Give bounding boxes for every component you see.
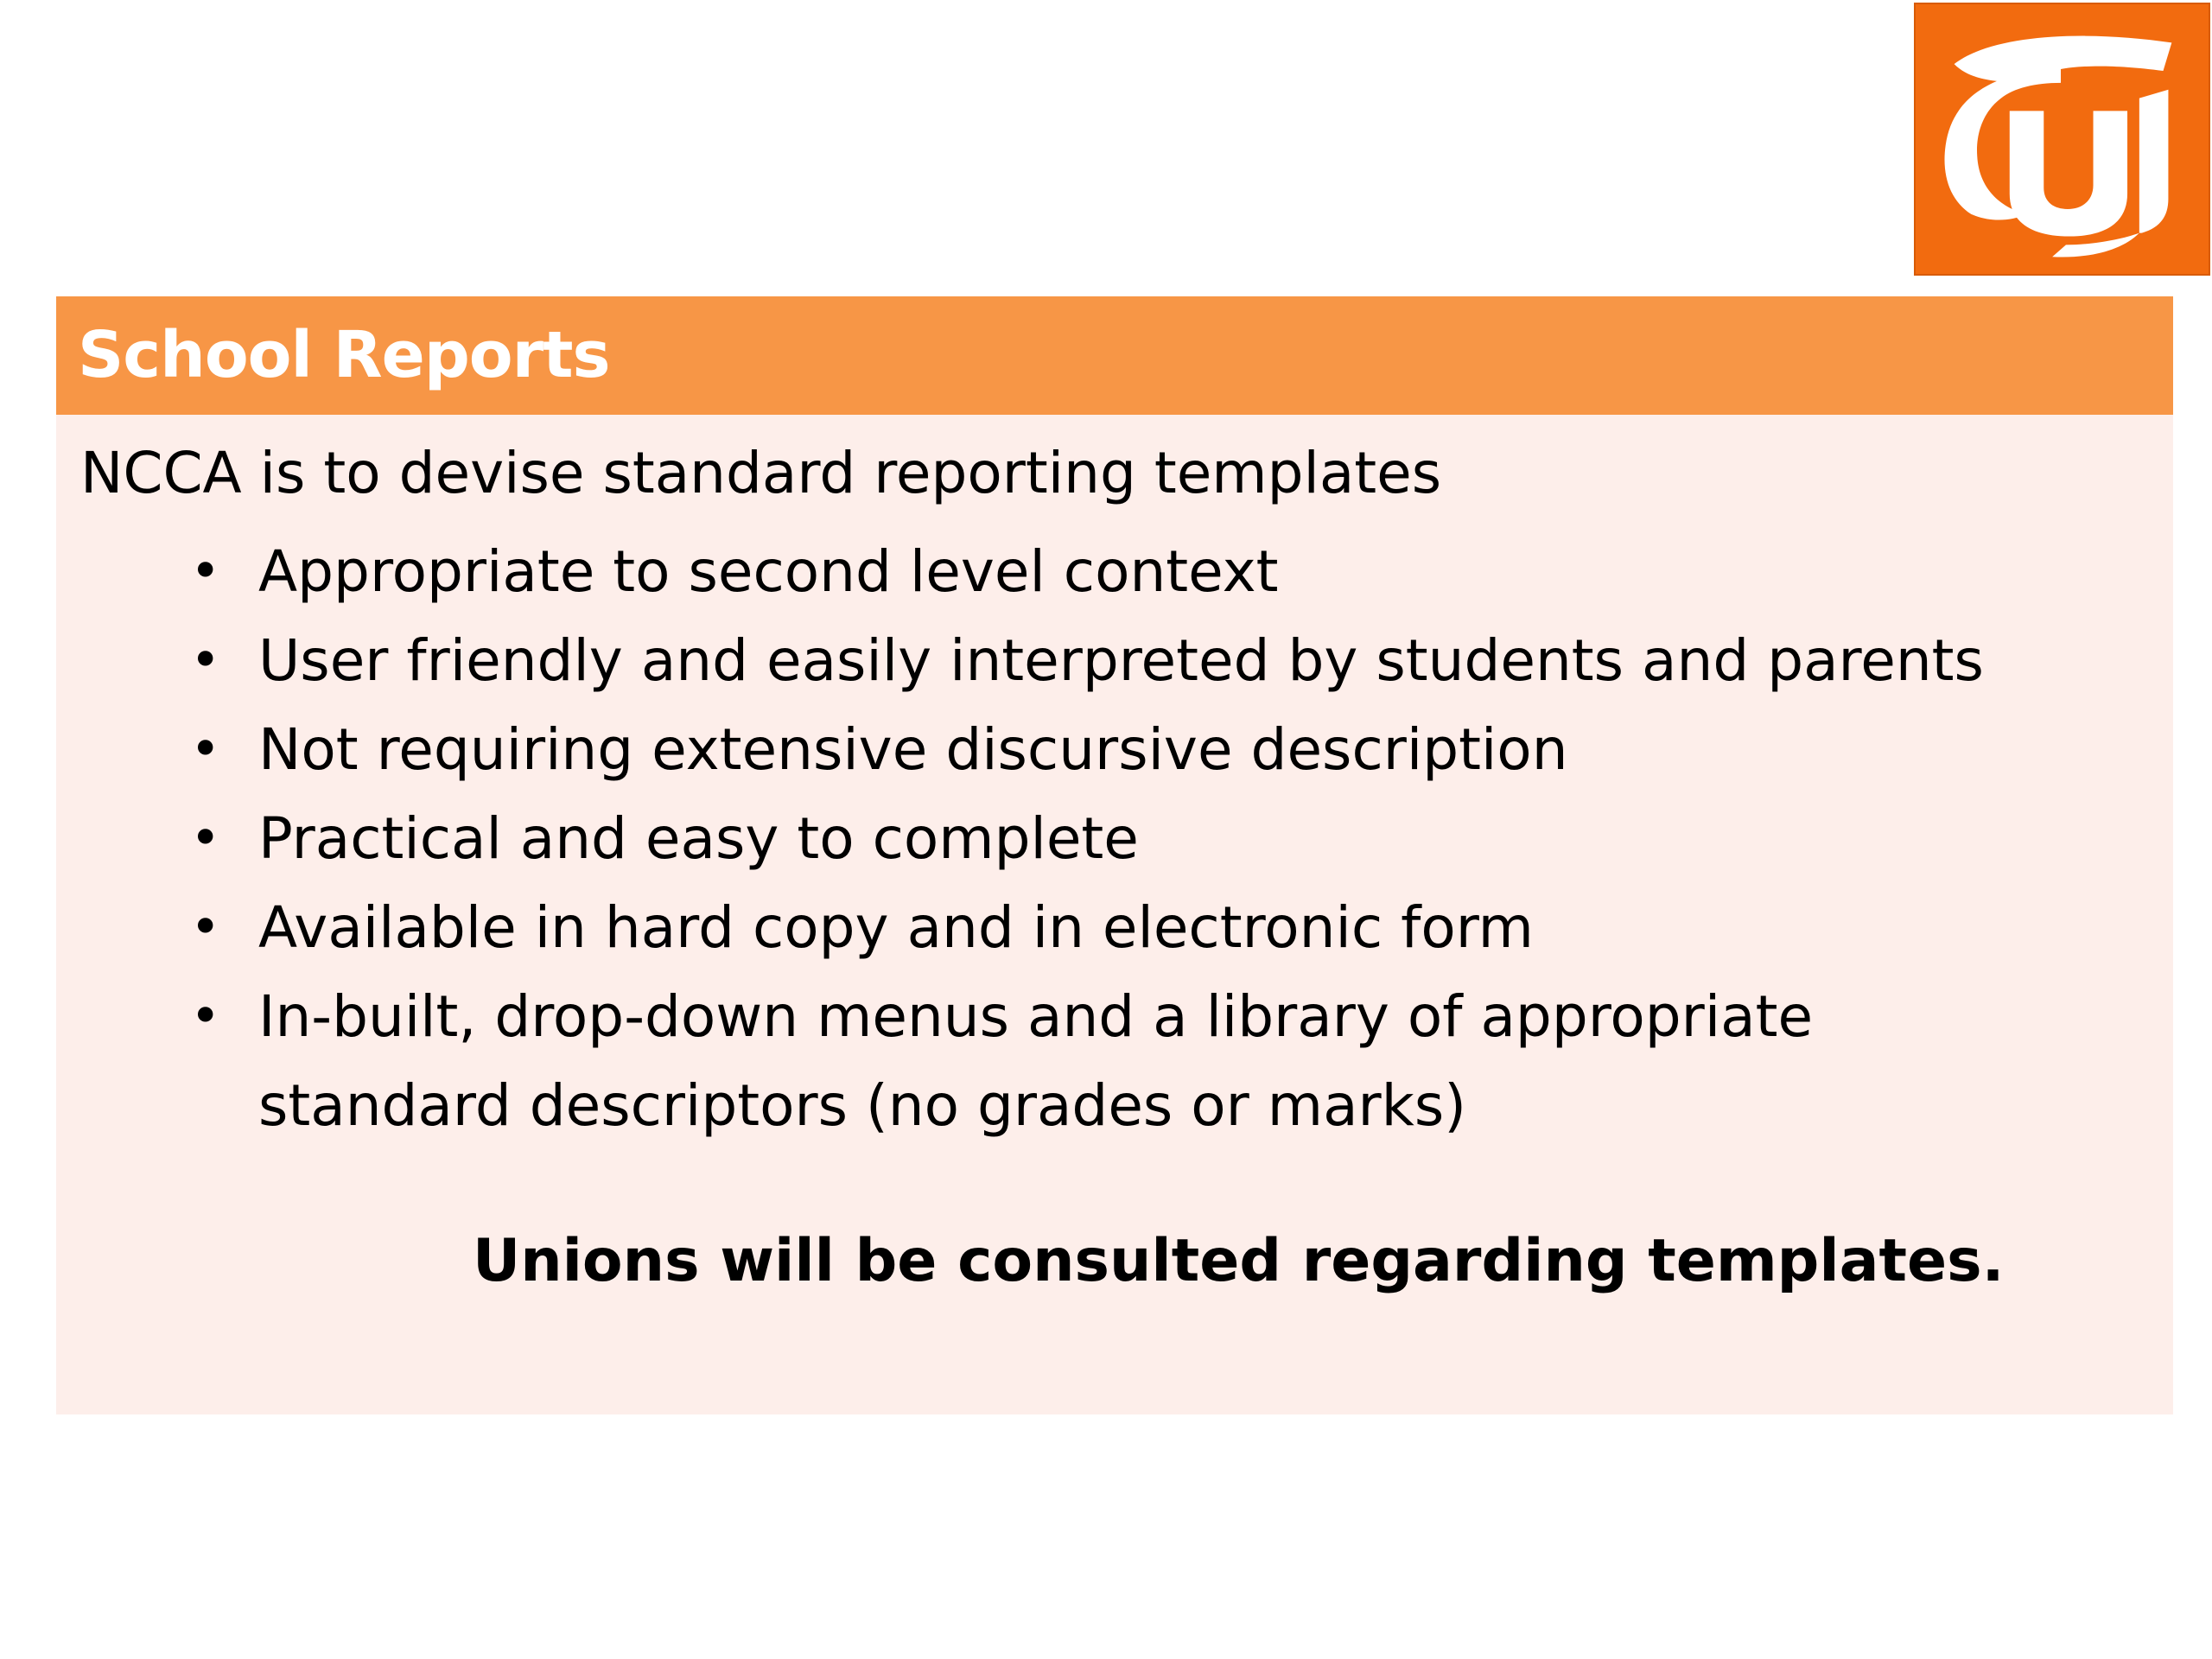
- consultation-note: Unions will be consulted regarding templates.: [473, 1227, 2005, 1295]
- list-item: [56, 972, 2030, 1150]
- bullet-icon: •: [190, 719, 221, 779]
- content-panel: [56, 415, 2173, 1414]
- bullet-text: User friendly and easily interpreted by students and parents: [258, 627, 1984, 694]
- bullet-text: Practical and easy to complete: [258, 805, 1139, 872]
- bullet-text: Not requiring extensive discursive description: [258, 716, 1568, 783]
- bullet-icon: •: [190, 897, 221, 957]
- list-item: [56, 794, 2030, 883]
- list-item: [56, 527, 2030, 616]
- page-title: School Reports: [78, 318, 610, 392]
- bullet-icon: •: [190, 986, 221, 1046]
- bullet-text: Available in hard copy and in electronic form: [258, 894, 1534, 961]
- bullet-icon: •: [190, 808, 221, 868]
- list-item: [56, 883, 2030, 972]
- bullet-icon: •: [190, 541, 221, 601]
- section-header-bar: [56, 296, 2173, 415]
- list-item: [56, 616, 2030, 705]
- bullet-text: Appropriate to second level context: [258, 538, 1279, 605]
- intro-text: NCCA is to devise standard reporting templates: [80, 440, 1442, 506]
- bullet-icon: •: [190, 630, 221, 690]
- tui-logo-icon: [1914, 3, 2210, 276]
- bullet-text: In-built, drop-down menus and a library of appropriate standard descriptors (no grades or marks): [258, 983, 1814, 1139]
- list-item: [56, 705, 2030, 794]
- bullet-list: [56, 527, 2173, 1150]
